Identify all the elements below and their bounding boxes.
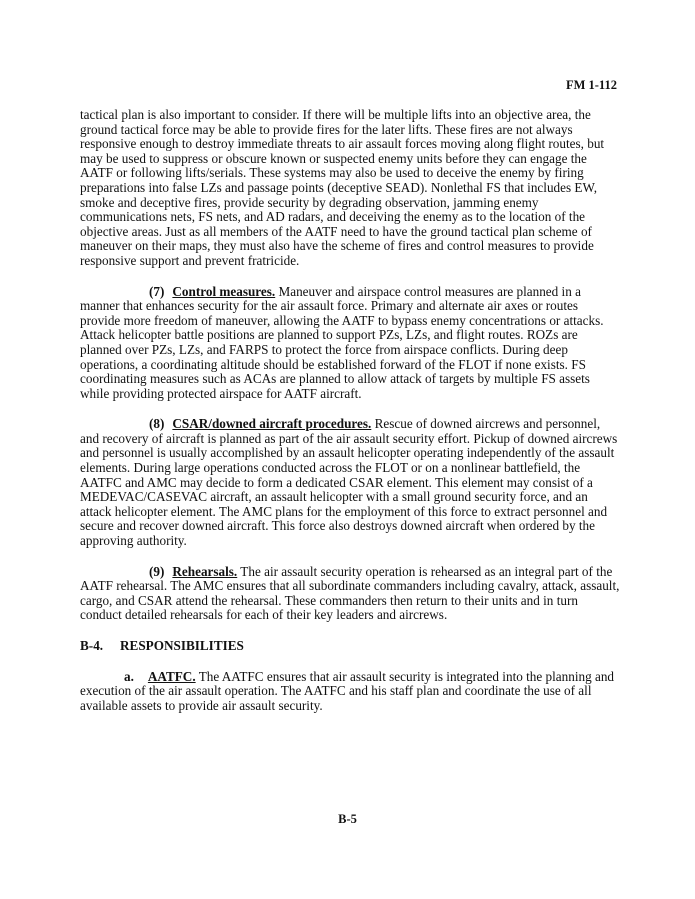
page-body xyxy=(80,108,620,729)
section-title: RESPONSIBILITIES xyxy=(120,638,244,653)
paragraph-text: Maneuver and airspace control measures are planned in a manner that enhances security for the air assault force. Primary and alternate air axes or routes provide more freedom of maneuver, allowing the AATF to bypass enemy concentrations or attacks. Attack helicopter battle positions are planned to support PZs, LZs, and flight routes. ROZs are planned over PZs, LZs, and FARPS to protect the force from airspace conflicts. During deep operations, a coordinating altitude should be established forward of the FLOT if none exists. FS coordinating measures such as ACAs are planned to allow attack of targets by multiple FS assets while providing protected airspace for AATF aircraft. xyxy=(80,283,604,401)
page-number: B-5 xyxy=(338,812,357,826)
paragraph-number: (8) xyxy=(149,416,165,432)
paragraph-title: CSAR/downed aircraft procedures. xyxy=(172,416,372,432)
document-id: FM 1-112 xyxy=(565,78,617,92)
paragraph-number: (9) xyxy=(149,563,165,579)
paragraph-title: Control measures. xyxy=(172,283,276,299)
paragraph-number: (7) xyxy=(149,283,165,299)
paragraph-control-measures xyxy=(80,285,620,402)
section-number: B-4. xyxy=(80,638,104,653)
paragraph-csar xyxy=(80,417,620,548)
subsection-text: The AATFC ensures that air assault security is integrated into the planning and execution of the air assault operation. The AATFC and his staff plan and coordinate the use of all available assets to provide air assault security. xyxy=(80,668,615,713)
paragraph-text: The air assault security operation is rehearsed as an integral part of the AATF rehearsal. The AMC ensures that all subordinate commanders including cavalry, attack, assault, cargo, and CSAR attend the rehearsal. These commanders then return to their units and in turn conduct detailed rehearsals for each of their key leaders and aircrews. xyxy=(80,563,620,623)
subsection-aatfc xyxy=(80,670,620,714)
paragraph-title: Rehearsals. xyxy=(172,563,238,579)
paragraph-rehearsals xyxy=(80,565,620,623)
subsection-letter: a. xyxy=(124,668,134,684)
paragraph-text: Rescue of downed aircrews and personnel, and recovery of aircraft is planned as part of the air assault security effort. Pickup of downed aircrews and personnel is usually accomplished by an assault helicopter operating independently of the assault elements. During large operations conducted across the FLOT or on a nonlinear battlefield, the AATFC and AMC may decide to form a dedicated CSAR element. This element may consist of a MEDEVAC/CASEVAC aircraft, an assault helicopter with a small ground security force, and an attack helicopter element. The AMC plans for the employment of this force to extract personnel and secure and recover downed aircraft. This force also destroys downed aircraft when ordered by the approving authority. xyxy=(80,416,618,549)
section-heading xyxy=(80,639,620,654)
paragraph-fire-support: tactical plan is also important to consider. If there will be multiple lifts into an objective area, the ground tactical force may be able to provide fires for the later lifts. These fires are not always responsive enough to destroy immediate threats to air assault forces moving along flight routes, but may be used to suppress or obscure known or suspected enemy units before they can engage the AATF or following lifts/serials. These systems may also be used to deceive the enemy by firing preparations into false LZs and passage points (deceptive SEAD). Nonlethal FS that includes EW, smoke and deceptive fires, provide security by degrading observation, jamming enemy communications nets, FS nets, and AD radars, and deceiving the enemy as to the location of the objective areas. Just as all members of the AATF need to have the ground tactical plan scheme of maneuver on their maps, they must also have the scheme of fires and control measures to provide responsive support and prevent fratricide. xyxy=(80,107,605,268)
subsection-title: AATFC. xyxy=(147,668,196,684)
